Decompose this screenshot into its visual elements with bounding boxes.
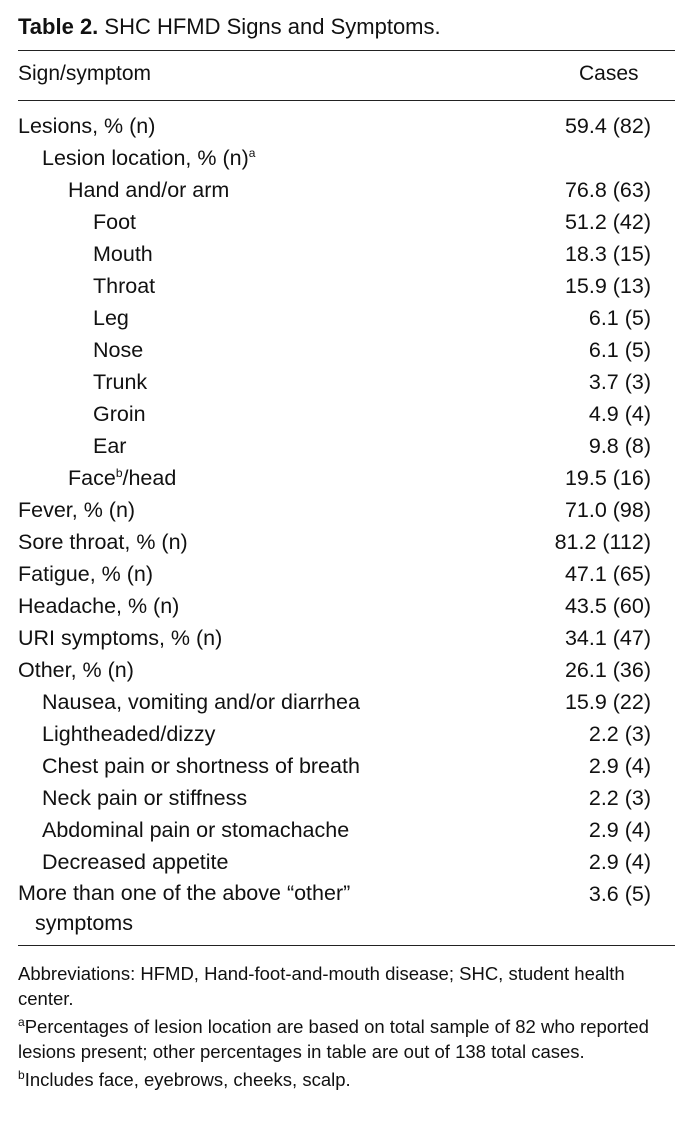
row-label bbox=[42, 814, 349, 846]
row-value: 81.2 (112) bbox=[554, 530, 651, 554]
row-value: 6.1 (5) bbox=[588, 338, 651, 362]
footnote-a-text: Percentages of lesion location are based on total sample of 82 who reported lesions present; other percentages in table are out of 138 total cases. bbox=[18, 1016, 649, 1062]
row-value: 3.6 (5) bbox=[588, 882, 651, 906]
row-label-text: Face bbox=[68, 466, 116, 490]
table-row bbox=[0, 430, 692, 462]
table-row bbox=[0, 622, 692, 654]
row-label-text: Fatigue, % (n) bbox=[18, 562, 154, 586]
row-label bbox=[42, 782, 247, 814]
column-header-sign: Sign/symptom bbox=[18, 62, 152, 85]
row-label-text: Sore throat, % (n) bbox=[18, 530, 188, 554]
row-label-text: Abdominal pain or stomachache bbox=[42, 818, 350, 842]
row-label-text: Mouth bbox=[93, 242, 153, 266]
row-label bbox=[93, 238, 153, 270]
row-label-text: Decreased appetite bbox=[42, 850, 229, 874]
row-label-text: Trunk bbox=[93, 370, 148, 394]
table-row bbox=[0, 590, 692, 622]
table-footnotes bbox=[18, 962, 678, 1097]
table-row bbox=[0, 206, 692, 238]
row-label bbox=[18, 526, 188, 558]
row-label bbox=[68, 174, 229, 206]
row-label-text: More than one of the above “other” bbox=[18, 881, 351, 905]
top-rule bbox=[18, 50, 675, 51]
row-label-text: Hand and/or arm bbox=[68, 178, 230, 202]
row-label bbox=[18, 110, 155, 142]
abbreviations-note: Abbreviations: HFMD, Hand-foot-and-mouth disease; SHC, student health center. bbox=[18, 963, 625, 1009]
row-value: 2.9 (4) bbox=[588, 754, 651, 778]
row-value: 19.5 (16) bbox=[564, 466, 651, 490]
row-value: 47.1 (65) bbox=[564, 562, 651, 586]
table-row bbox=[0, 462, 692, 494]
table-body bbox=[0, 110, 692, 936]
header-rule bbox=[18, 100, 675, 101]
table-row bbox=[0, 814, 692, 846]
row-value: 2.2 (3) bbox=[588, 786, 651, 810]
row-label-text: URI symptoms, % (n) bbox=[18, 626, 223, 650]
footnote-a bbox=[18, 1015, 678, 1064]
row-value: 9.8 (8) bbox=[588, 434, 651, 458]
row-label-text: Leg bbox=[93, 306, 129, 330]
footnote-b bbox=[18, 1068, 678, 1093]
row-label bbox=[93, 302, 129, 334]
table-row bbox=[0, 398, 692, 430]
row-value: 26.1 (36) bbox=[564, 658, 651, 682]
table-row bbox=[0, 238, 692, 270]
row-label bbox=[18, 590, 179, 622]
row-label bbox=[42, 750, 360, 782]
row-label bbox=[18, 878, 418, 938]
row-value: 2.2 (3) bbox=[588, 722, 651, 746]
footnote-b-mark: b bbox=[18, 1067, 25, 1082]
table-row bbox=[0, 558, 692, 590]
row-label-text: Other, % (n) bbox=[18, 658, 134, 682]
row-label bbox=[18, 654, 134, 686]
table-row bbox=[0, 750, 692, 782]
caption-title: SHC HFMD Signs and Symptoms. bbox=[104, 14, 441, 39]
row-label bbox=[18, 622, 222, 654]
row-label-text: Nausea, vomiting and/or diarrhea bbox=[42, 690, 360, 714]
table-row bbox=[0, 686, 692, 718]
table-row bbox=[0, 302, 692, 334]
table-row bbox=[0, 110, 692, 142]
table-row bbox=[0, 366, 692, 398]
row-label bbox=[42, 686, 360, 718]
table-row bbox=[0, 654, 692, 686]
footnote-a-mark: a bbox=[18, 1014, 25, 1029]
footnote-b-text: Includes face, eyebrows, cheeks, scalp. bbox=[24, 1069, 351, 1090]
table-row bbox=[0, 174, 692, 206]
row-label-text: Fever, % (n) bbox=[18, 498, 136, 522]
row-value: 51.2 (42) bbox=[564, 210, 651, 234]
row-label-text: Foot bbox=[93, 210, 137, 234]
row-label bbox=[68, 462, 176, 494]
row-label bbox=[93, 334, 143, 366]
row-value: 15.9 (22) bbox=[564, 690, 651, 714]
row-label-suffix: /head bbox=[122, 466, 177, 490]
row-value: 2.9 (4) bbox=[588, 850, 651, 874]
row-value: 2.9 (4) bbox=[588, 818, 651, 842]
row-value: 34.1 (47) bbox=[564, 626, 651, 650]
row-label-text: Lesions, % (n) bbox=[18, 114, 156, 138]
row-value: 15.9 (13) bbox=[564, 274, 651, 298]
row-label bbox=[42, 718, 215, 750]
row-label bbox=[93, 270, 155, 302]
column-header-cases: Cases bbox=[579, 62, 639, 85]
row-value: 3.7 (3) bbox=[588, 370, 651, 394]
row-label bbox=[93, 366, 147, 398]
row-label-text: Groin bbox=[93, 402, 146, 426]
row-label-text: Headache, % (n) bbox=[18, 594, 180, 618]
row-label bbox=[18, 494, 135, 526]
table-caption bbox=[18, 12, 441, 42]
bottom-rule bbox=[18, 945, 675, 946]
table-header bbox=[0, 60, 692, 94]
row-value: 43.5 (60) bbox=[564, 594, 651, 618]
row-label bbox=[18, 558, 153, 590]
row-label bbox=[42, 846, 228, 878]
row-label-text: Lightheaded/dizzy bbox=[42, 722, 216, 746]
row-label-text: Neck pain or stiffness bbox=[42, 786, 248, 810]
table-row bbox=[0, 142, 692, 174]
row-label bbox=[93, 430, 126, 462]
row-value: 71.0 (98) bbox=[564, 498, 651, 522]
row-label-text: Chest pain or shortness of breath bbox=[42, 754, 360, 778]
row-value: 76.8 (63) bbox=[564, 178, 651, 202]
row-value: 6.1 (5) bbox=[588, 306, 651, 330]
table-row bbox=[0, 270, 692, 302]
table-row bbox=[0, 526, 692, 558]
footnote-marker: b bbox=[115, 465, 123, 480]
table-row bbox=[0, 718, 692, 750]
row-value: 4.9 (4) bbox=[588, 402, 651, 426]
table-row bbox=[0, 334, 692, 366]
row-label bbox=[93, 398, 146, 430]
row-label bbox=[93, 206, 136, 238]
row-label-continuation: symptoms bbox=[35, 911, 133, 935]
row-label-text: Nose bbox=[93, 338, 144, 362]
table-row bbox=[0, 878, 692, 936]
row-label-text: Ear bbox=[93, 434, 127, 458]
row-value: 18.3 (15) bbox=[564, 242, 651, 266]
table-row bbox=[0, 494, 692, 526]
table-row bbox=[0, 782, 692, 814]
row-label-text: Lesion location, % (n) bbox=[42, 146, 249, 170]
row-label bbox=[42, 142, 255, 174]
row-label-text: Throat bbox=[93, 274, 156, 298]
table-row bbox=[0, 846, 692, 878]
footnote-marker: a bbox=[248, 145, 256, 160]
caption-label: Table 2. bbox=[18, 14, 99, 39]
row-value: 59.4 (82) bbox=[564, 114, 651, 138]
